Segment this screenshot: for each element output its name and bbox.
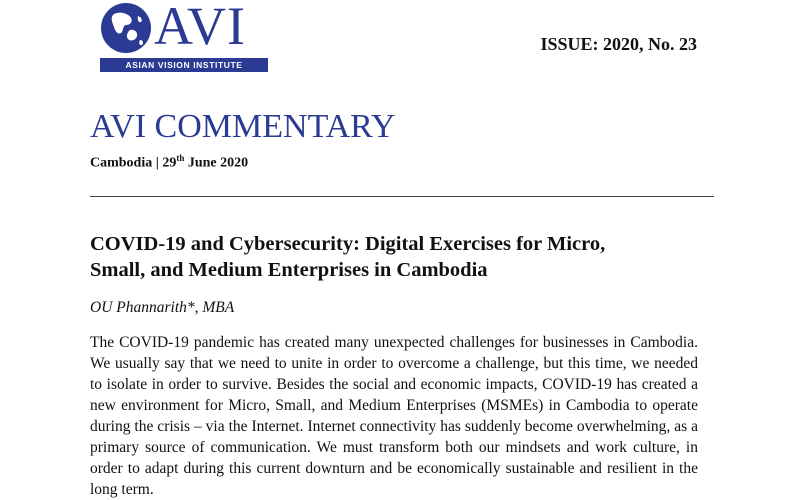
dateline-date: June 2020 — [184, 155, 249, 171]
body-paragraph: The COVID-19 pandemic has created many unexpected challenges for businesses in Cambodia. We usually say that we need to unite in order to overcome a challenge, but this time, we needed to isolate in order to survive. Besides the social and economic impacts, COVID-19 has created a new environment for Micro, Small, and Medium Enterprises (MSMEs) in Cambodia to operate during the crisis – via the Internet. Internet connectivity has suddenly become overwhelming, as a primary source of communication. We must transform both our mindsets and work culture, in order to adapt during this current downturn and be economically sustainable and resilient in the long term. — [90, 334, 698, 498]
logo-subtitle: ASIAN VISION INSTITUTE — [100, 58, 268, 72]
dateline-location: Cambodia | 29 — [90, 155, 177, 171]
logo-wordmark: AVI — [154, 0, 247, 56]
article-title-line-1: COVID-19 and Cybersecurity: Digital Exercises for Micro, — [90, 233, 606, 255]
article-title-line-2: Small, and Medium Enterprises in Cambodia — [90, 259, 488, 281]
dateline — [90, 153, 248, 172]
divider — [90, 196, 714, 197]
issue-number: ISSUE: 2020, No. 23 — [540, 34, 697, 54]
article-title — [90, 231, 710, 283]
dateline-day-suffix: th — [176, 153, 185, 163]
globe-icon — [100, 2, 152, 54]
avi-logo — [100, 2, 270, 74]
author-byline: OU Phannarith*, MBA — [90, 299, 235, 316]
series-title: AVI COMMENTARY — [90, 108, 396, 145]
